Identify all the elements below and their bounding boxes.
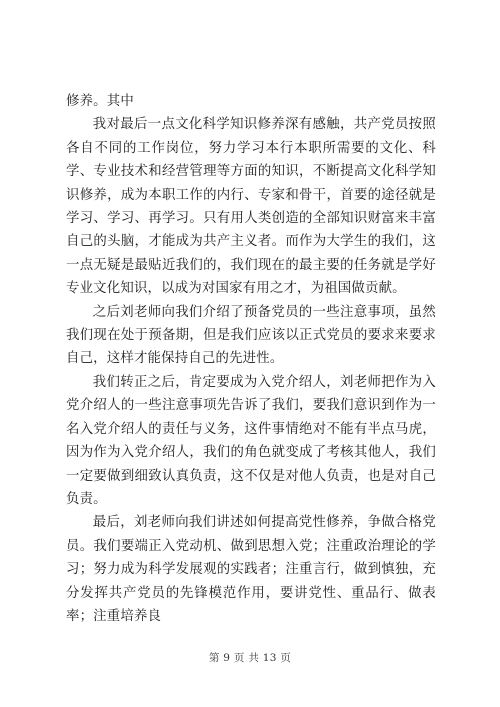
- page-number-footer: 第 9 页 共 13 页: [208, 652, 292, 664]
- paragraph-5: 最后，刘老师向我们讲述如何提高党性修养，争做合格党员。我们要端正入党动机、做到思想入党；注重政治理论的学习；努力成为科学发展观的实践者；注重言行，做到慎独，充分发挥共产党员的先锋模范作用，要讲党性、重品行、做表率；注重培养良: [66, 515, 436, 624]
- document-body: [66, 90, 436, 628]
- paragraph-4: 我们转正之后，肯定要成为入党介绍人，刘老师把作为入党介绍人的一些注意事项先告诉了我们，要我们意识到作为一名入党介绍人的责任与义务，这件事情绝对不能有半点马虎，因为作为入党介绍人，我们的角色就变成了考核其他人，我们一定要做到细致认真负责，这不仅是对他人负责，也是对自己负责。: [66, 374, 436, 507]
- paragraph-2: 我对最后一点文化科学知识修养深有感触，共产党员按照各自不同的工作岗位，努力学习本行本职所需要的文化、科学、专业技术和经营管理等方面的知识，不断提高文化科学知识修养，成为本职工作的内行、专家和骨干，首要的途径就是学习、学习、再学习。只有用人类创造的全部知识财富来丰富自己的头脑，才能成为共产主义者。而作为大学生的我们，这一点无疑是最贴近我们的，我们现在的最主要的任务就是学好专业文化知识，以成为对国家有用之才，为祖国做贡献。: [66, 117, 436, 297]
- paragraph-3: 之后刘老师向我们介绍了预备党员的一些注意事项，虽然我们现在处于预备期，但是我们应该以正式党员的要求来要求自己，这样才能保持自己的先进性。: [66, 304, 436, 367]
- paragraph-1: 修养。其中: [66, 94, 134, 109]
